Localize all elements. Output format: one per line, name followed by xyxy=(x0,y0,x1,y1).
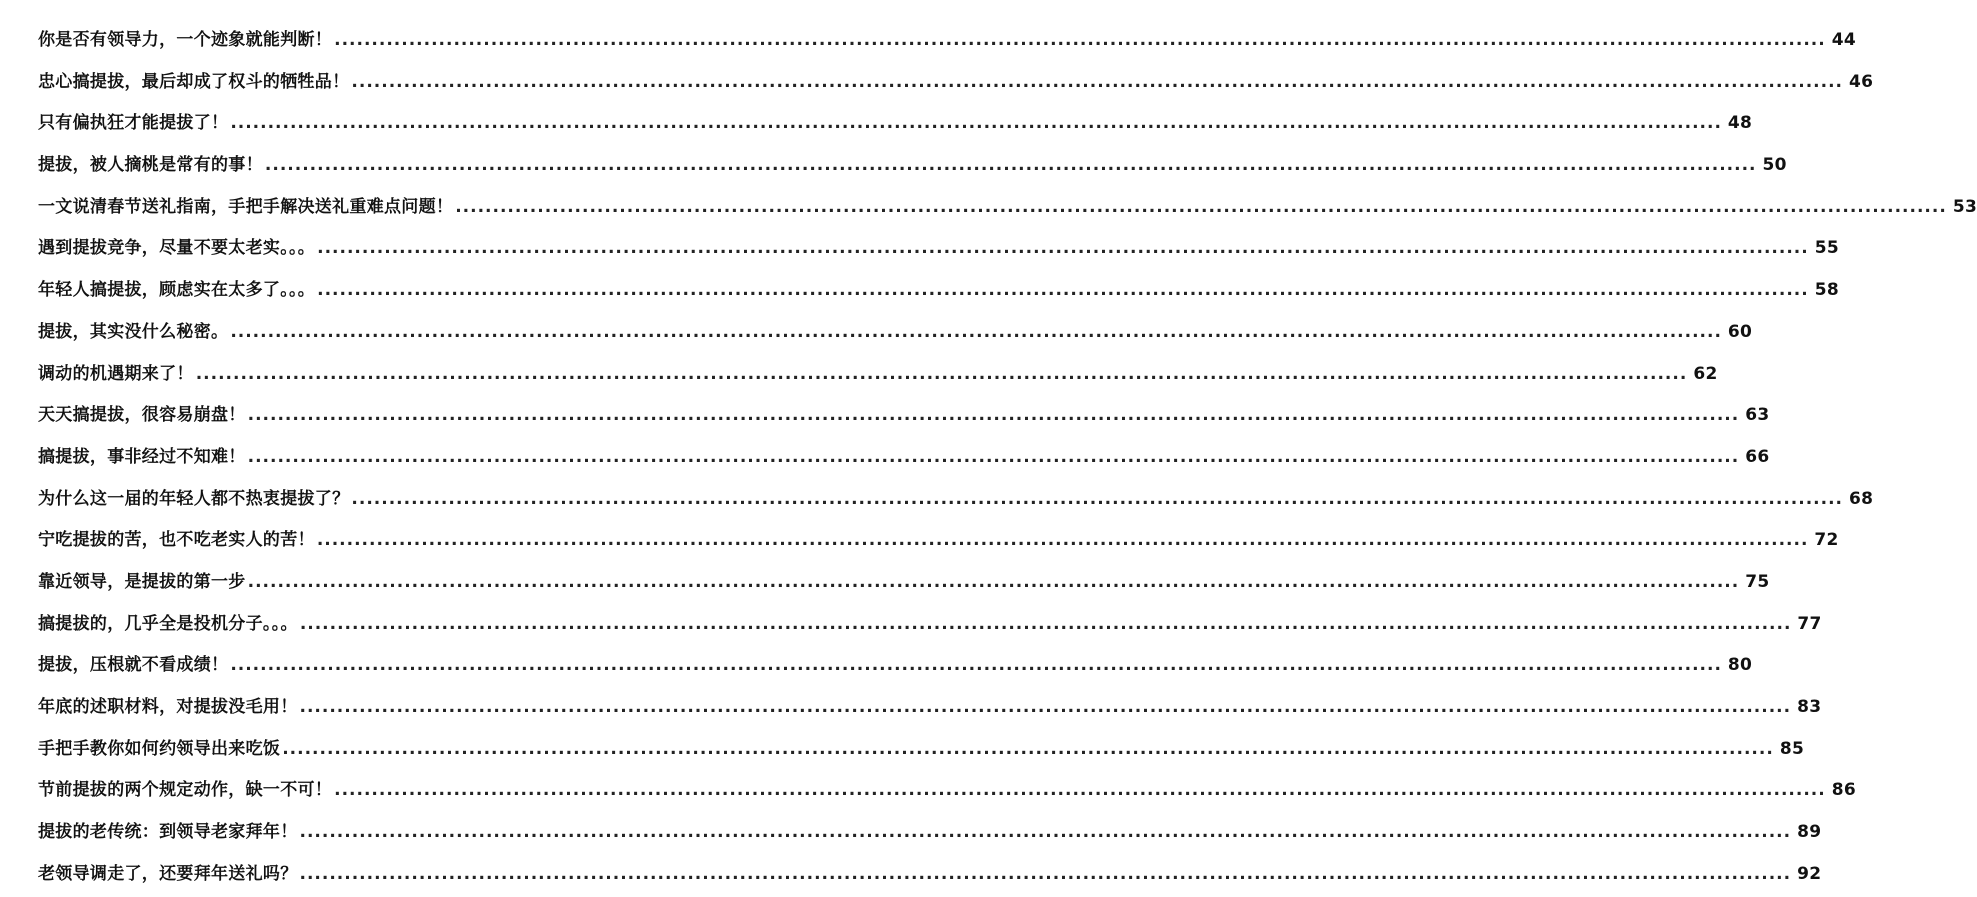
toc-entry-page: 66 xyxy=(1745,446,1770,467)
toc-entry-page: 63 xyxy=(1745,405,1770,426)
toc-entry-title: 遇到提拔竞争，尽量不要太老实。。。 xyxy=(38,238,316,259)
dot-leader: ........................................................................................................................................................................................................ xyxy=(455,196,1947,217)
toc-entry-page: 50 xyxy=(1762,155,1787,176)
dot-leader: ........................................................................................................................................................................................................ xyxy=(195,363,1688,384)
toc-entry-title: 搞提拔的，几乎全是投机分子。。。 xyxy=(38,613,298,634)
toc-entry-title: 年轻人搞提拔，顾虑实在太多了。。。 xyxy=(38,280,316,301)
toc-entry[interactable] xyxy=(38,270,1839,312)
dot-leader: ........................................................................................................................................................................................................ xyxy=(334,780,1826,801)
toc-entry[interactable] xyxy=(38,312,1753,354)
dot-leader: ........................................................................................................................................................................................................ xyxy=(351,71,1844,92)
toc-entry[interactable] xyxy=(38,145,1787,187)
dot-leader: ........................................................................................................................................................................................................ xyxy=(247,405,1740,426)
toc-entry[interactable] xyxy=(38,187,1977,229)
toc-entry[interactable] xyxy=(38,687,1822,729)
toc-entry-title: 天天搞提拔，很容易崩盘！ xyxy=(38,405,246,426)
toc-entry-title: 只有偏执狂才能提拔了！ xyxy=(38,113,229,134)
toc-entry-title: 节前提拔的两个规定动作，缺一不可！ xyxy=(38,780,333,801)
dot-leader: ........................................................................................................................................................................................................ xyxy=(317,238,1809,259)
dot-leader: ........................................................................................................................................................................................................ xyxy=(264,155,1757,176)
toc-entry-page: 75 xyxy=(1745,571,1770,592)
dot-leader: ........................................................................................................................................................................................................ xyxy=(299,697,1792,717)
toc-entry-title: 提拔，压根就不看成绩！ xyxy=(38,655,229,676)
toc-entry-page: 55 xyxy=(1814,238,1839,259)
toc-entry-page: 83 xyxy=(1797,697,1822,717)
toc-entry[interactable] xyxy=(38,770,1856,812)
toc-entry-title: 为什么这一届的年轻人都不热衷提拔了？ xyxy=(38,488,350,509)
toc-entry-page: 85 xyxy=(1779,738,1805,759)
toc-entry-page: 72 xyxy=(1814,530,1839,551)
toc-entry-page: 77 xyxy=(1797,613,1822,634)
dot-leader: ........................................................................................................................................................................................................ xyxy=(247,571,1740,592)
toc-entry-page: 46 xyxy=(1849,71,1874,92)
toc-entry-title: 手把手教你如何约领导出来吃饭 xyxy=(38,738,281,759)
toc-entry[interactable] xyxy=(38,729,1805,771)
toc-entry-title: 靠近领导，是提拔的第一步 xyxy=(38,571,246,592)
toc-entry-title: 一文说清春节送礼指南，手把手解决送礼重难点问题！ xyxy=(38,196,454,217)
toc-entry[interactable] xyxy=(38,520,1839,562)
toc-entry-page: 86 xyxy=(1831,780,1856,801)
dot-leader: ........................................................................................................................................................................................................ xyxy=(299,613,1792,634)
toc-entry[interactable] xyxy=(38,395,1770,437)
toc-entry-title: 老领导调走了，还要拜年送礼吗？ xyxy=(38,863,298,884)
dot-leader: ........................................................................................................................................................................................................ xyxy=(247,446,1740,467)
toc-entry[interactable] xyxy=(38,228,1839,270)
toc-entry-title: 忠心搞提拔，最后却成了权斗的牺牲品！ xyxy=(38,71,350,92)
toc-entry[interactable] xyxy=(38,854,1822,896)
toc-entry-title: 提拔的老传统：到领导老家拜年！ xyxy=(38,822,298,843)
toc-entry-page: 60 xyxy=(1727,321,1753,342)
toc-entry[interactable] xyxy=(38,562,1770,604)
dot-leader: ........................................................................................................................................................................................................ xyxy=(316,530,1809,551)
toc-entry-title: 提拔，其实没什么秘密。 xyxy=(38,321,229,342)
toc-entry[interactable] xyxy=(38,604,1822,646)
toc-entry[interactable] xyxy=(38,62,1874,104)
toc-entry-page: 58 xyxy=(1814,280,1839,301)
toc-entry-page: 44 xyxy=(1831,30,1856,50)
toc-entry-title: 你是否有领导力，一个迹象就能判断！ xyxy=(38,30,333,50)
toc-entry-page: 89 xyxy=(1797,822,1822,843)
dot-leader: ........................................................................................................................................................................................................ xyxy=(351,488,1844,509)
dot-leader: ........................................................................................................................................................................................................ xyxy=(299,822,1792,843)
toc-entry-page: 48 xyxy=(1727,113,1753,134)
toc-entry-title: 搞提拔，事非经过不知难！ xyxy=(38,446,246,467)
toc-entry[interactable] xyxy=(38,354,1718,396)
toc-entry-page: 53 xyxy=(1952,196,1977,217)
dot-leader: ........................................................................................................................................................................................................ xyxy=(334,30,1826,50)
toc-entry-title: 提拔，被人摘桃是常有的事！ xyxy=(38,155,263,176)
toc-entry[interactable] xyxy=(38,20,1856,62)
dot-leader: ........................................................................................................................................................................................................ xyxy=(299,863,1792,884)
dot-leader: ........................................................................................................................................................................................................ xyxy=(230,655,1722,676)
toc-entry[interactable] xyxy=(38,479,1874,521)
toc-entry[interactable] xyxy=(38,812,1822,854)
toc-entry-page: 68 xyxy=(1849,488,1874,509)
toc-entry-title: 年底的述职材料，对提拔没毛用！ xyxy=(38,697,298,717)
toc-entry[interactable] xyxy=(38,645,1753,687)
toc-entry[interactable] xyxy=(38,103,1753,145)
toc-entry[interactable] xyxy=(38,437,1770,479)
table-of-contents xyxy=(38,20,1977,895)
dot-leader: ........................................................................................................................................................................................................ xyxy=(230,321,1722,342)
dot-leader: ........................................................................................................................................................................................................ xyxy=(230,113,1722,134)
toc-entry-page: 80 xyxy=(1727,655,1753,676)
dot-leader: ........................................................................................................................................................................................................ xyxy=(317,280,1809,301)
toc-entry-title: 宁吃提拔的苦，也不吃老实人的苦！ xyxy=(38,530,315,551)
toc-entry-title: 调动的机遇期来了！ xyxy=(38,363,194,384)
toc-entry-page: 92 xyxy=(1797,863,1822,884)
toc-entry-page: 62 xyxy=(1693,363,1718,384)
dot-leader: ........................................................................................................................................................................................................ xyxy=(282,738,1774,759)
